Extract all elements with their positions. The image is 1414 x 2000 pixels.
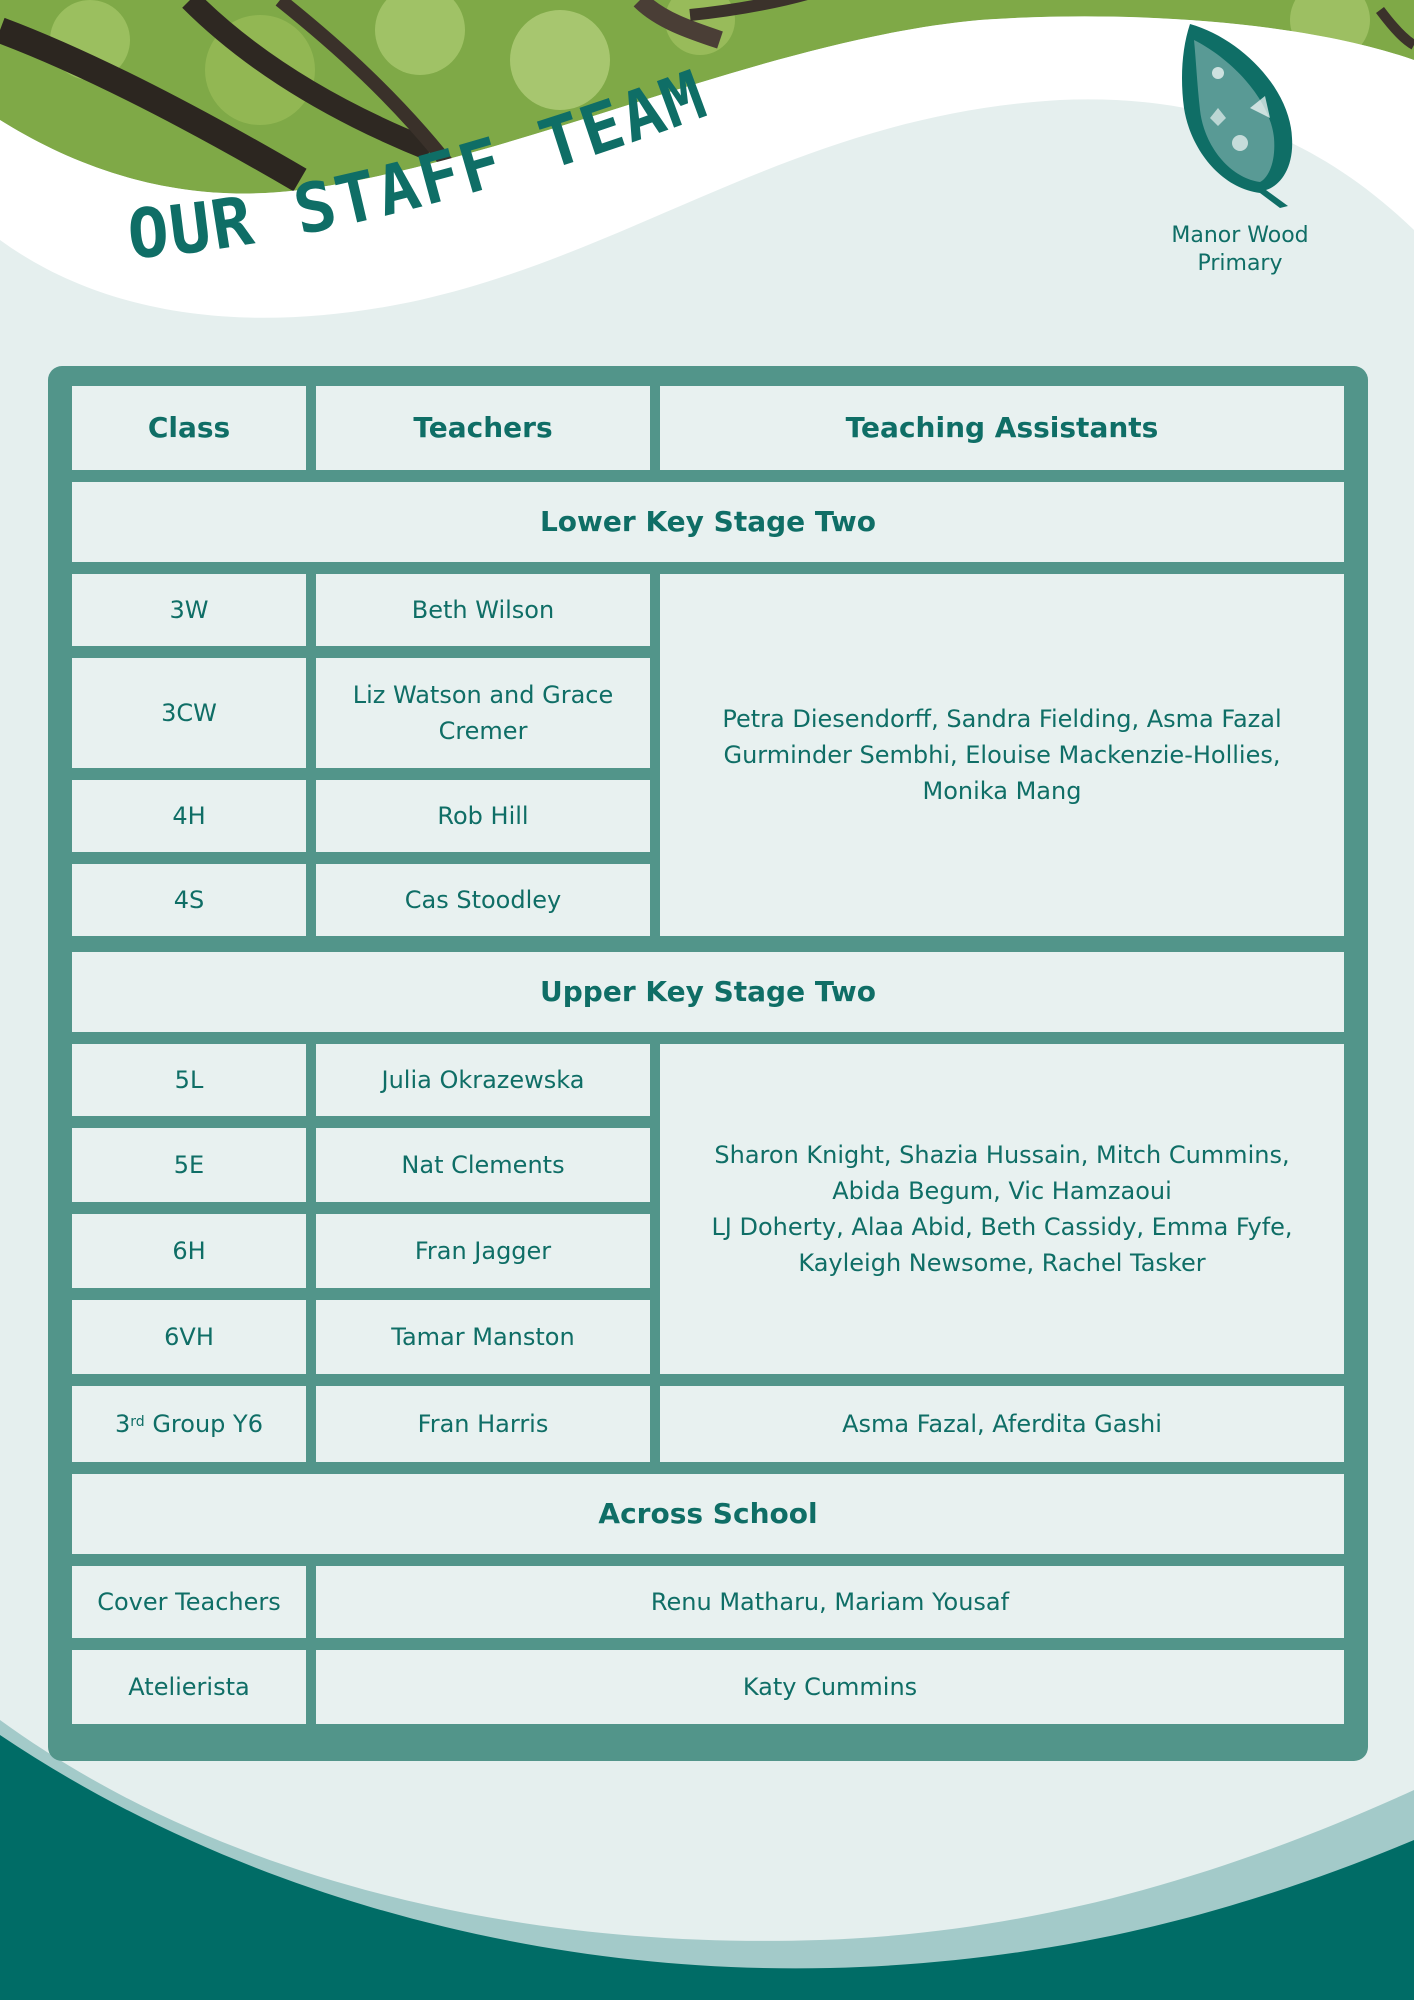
- logo-name-line1: Manor Wood: [1171, 223, 1309, 248]
- teacher-cell: Cas Stoodley: [316, 864, 650, 936]
- header-teachers: Teachers: [316, 386, 650, 470]
- class-cell: 4H: [72, 780, 306, 852]
- class-cell-3rd-group-y6: 3 $^{rd}$ Group Y6: [72, 1386, 306, 1462]
- section-title-upper-ks2: Upper Key Stage Two: [72, 952, 1344, 1032]
- leaf-logo-icon: [1170, 18, 1310, 208]
- teacher-cell: Tamar Manston: [316, 1300, 650, 1374]
- names-cell: Renu Matharu, Mariam Yousaf: [316, 1566, 1344, 1638]
- assistants-line: Gurminder Sembhi, Elouise Mackenzie-Hollies,: [723, 741, 1281, 769]
- teacher-cell: Liz Watson and Grace Cremer: [316, 658, 650, 768]
- assistants-line: LJ Doherty, Alaa Abid, Beth Cassidy, Emma Fyfe,: [711, 1213, 1293, 1241]
- class-cell: 4S: [72, 864, 306, 936]
- class-cell: 3W: [72, 574, 306, 646]
- class-cell: 5E: [72, 1128, 306, 1202]
- assistants-line: Monika Mang: [922, 777, 1082, 805]
- header-class: Class: [72, 386, 306, 470]
- teacher-cell: Beth Wilson: [316, 574, 650, 646]
- class-cell: 6H: [72, 1214, 306, 1288]
- assistants-line: Sharon Knight, Shazia Hussain, Mitch Cummins,: [714, 1141, 1290, 1169]
- class-cell: 6VH: [72, 1300, 306, 1374]
- section-title-lower-ks2: Lower Key Stage Two: [72, 482, 1344, 562]
- class-prefix: 3: [115, 1410, 131, 1438]
- teacher-cell: Fran Harris: [316, 1386, 650, 1462]
- section-title-across-school: Across School: [72, 1474, 1344, 1554]
- names-cell: Katy Cummins: [316, 1650, 1344, 1724]
- teacher-cell: Fran Jagger: [316, 1214, 650, 1288]
- role-cell: Atelierista: [72, 1650, 306, 1724]
- assistants-line: Petra Diesendorff, Sandra Fielding, Asma Fazal: [722, 705, 1282, 733]
- assistants-cell: Asma Fazal, Aferdita Gashi: [660, 1386, 1344, 1462]
- school-logo: [1130, 18, 1350, 288]
- teacher-cell: Rob Hill: [316, 780, 650, 852]
- class-cell: 3CW: [72, 658, 306, 768]
- staff-table: [48, 366, 1368, 1761]
- assistants-line: Kayleigh Newsome, Rachel Tasker: [798, 1249, 1206, 1277]
- teacher-cell: Julia Okrazewska: [316, 1044, 650, 1116]
- role-cell: Cover Teachers: [72, 1566, 306, 1638]
- header-teaching-assistants: Teaching Assistants: [660, 386, 1344, 470]
- page-title: OUR STAFF TEAM: [124, 55, 718, 276]
- assistants-cell-upper-ks2: [660, 1044, 1344, 1374]
- class-cell: 5L: [72, 1044, 306, 1116]
- assistants-cell-lower-ks2: [660, 574, 1344, 936]
- assistants-line: Abida Begum, Vic Hamzaoui: [832, 1177, 1172, 1205]
- logo-name-line2: Primary: [1197, 251, 1283, 276]
- class-suffix: Group Y6: [144, 1410, 263, 1438]
- teacher-cell: Nat Clements: [316, 1128, 650, 1202]
